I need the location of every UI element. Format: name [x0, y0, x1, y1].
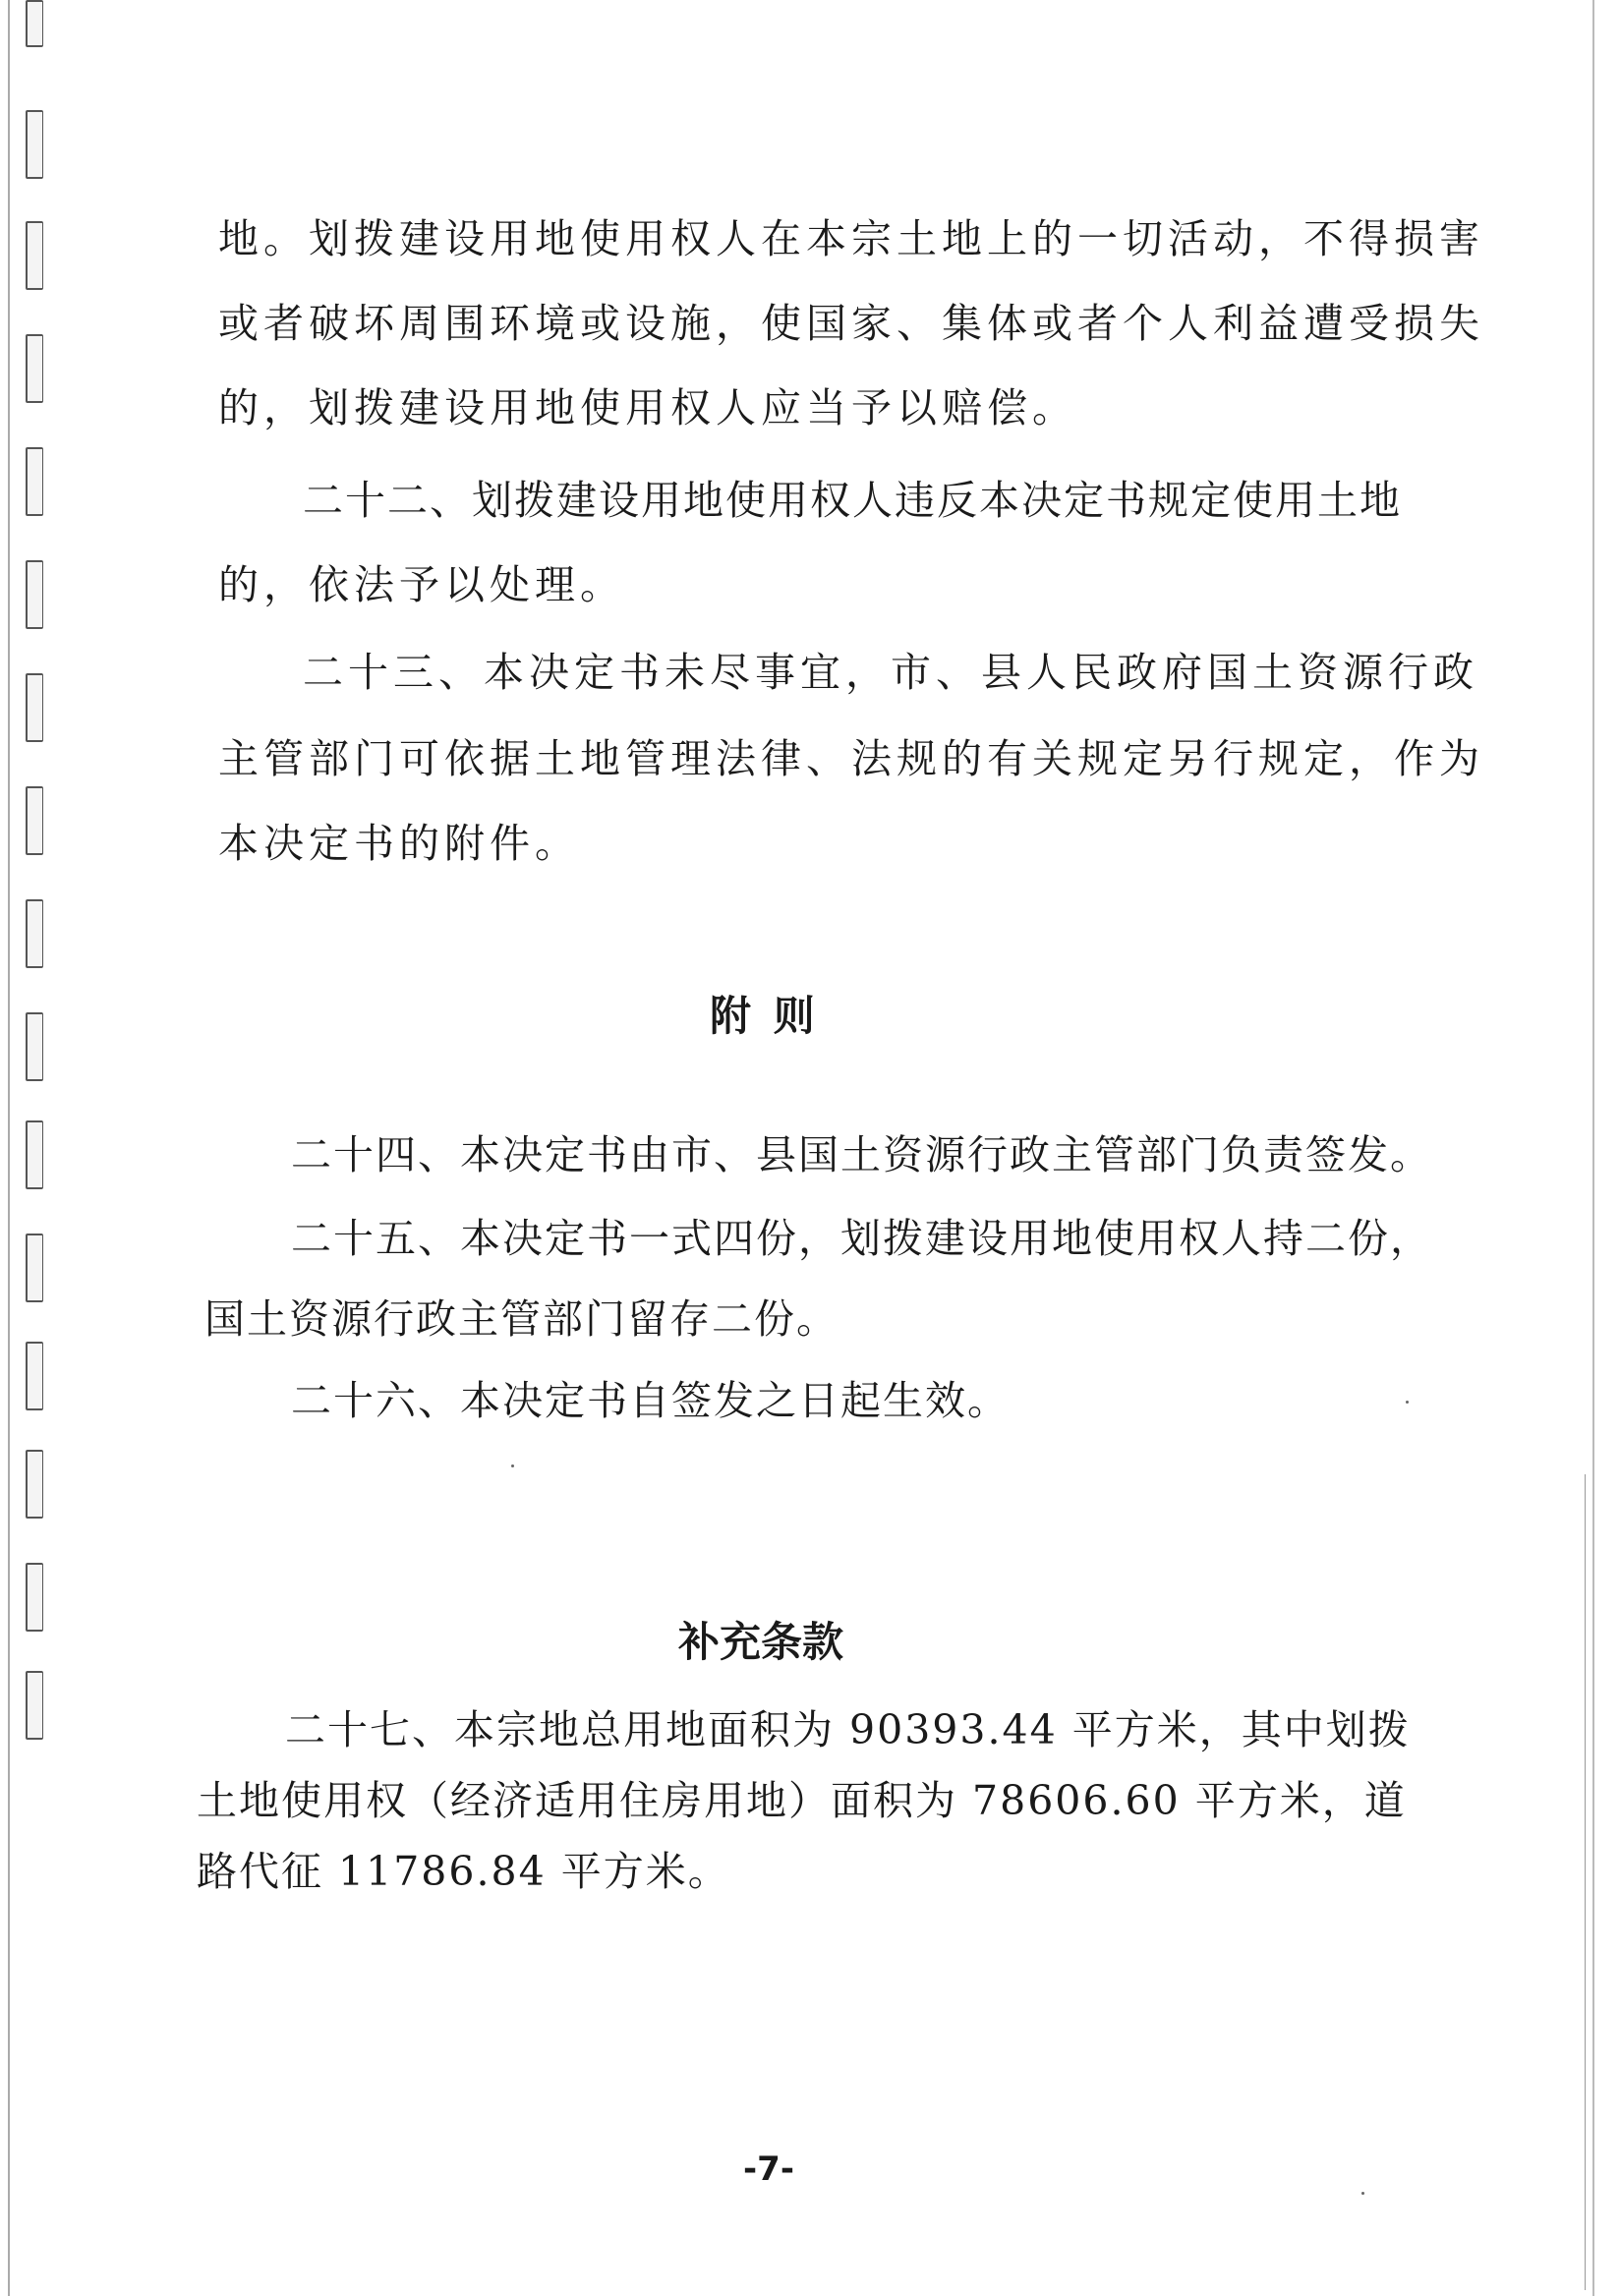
binding-hole [26, 1234, 43, 1302]
scan-speck [1406, 1401, 1409, 1404]
binding-hole [26, 1563, 43, 1632]
binding-hole [26, 786, 43, 855]
text-line: 土地使用权（经济适用住房用地）面积为 78606.60 平方米，道 [197, 1777, 1407, 1824]
binding-hole [26, 673, 43, 742]
text-line: 地。划拨建设用地使用权人在本宗土地上的一切活动，不得损害 [218, 215, 1484, 262]
binding-hole [26, 560, 43, 629]
binding-hole [26, 334, 43, 403]
text-line: 二十五、本决定书一式四份，划拨建设用地使用权人持二份， [291, 1215, 1432, 1262]
scan-speck [1361, 2192, 1364, 2195]
binding-hole [26, 1671, 43, 1740]
text-line: 的，划拨建设用地使用权人应当予以赔偿。 [218, 384, 1077, 431]
binding-hole [26, 899, 43, 968]
text-line: 国土资源行政主管部门留存二份。 [204, 1295, 839, 1343]
text-line: 路代征 11786.84 平方米。 [197, 1848, 730, 1895]
text-line: 主管部门可依据土地管理法律、法规的有关规定另行规定，作为 [218, 735, 1484, 782]
scan-speck [511, 1464, 514, 1467]
binding-hole [26, 0, 43, 47]
text-line: 或者破坏周围环境或设施，使国家、集体或者个人利益遭受损失 [218, 300, 1484, 347]
binding-hole [26, 1450, 43, 1519]
binding-hole [26, 1012, 43, 1081]
text-line: 二十七、本宗地总用地面积为 90393.44 平方米，其中划拨 [285, 1706, 1411, 1753]
right-edge-line-inner [1585, 1474, 1586, 2290]
binding-hole [26, 1342, 43, 1410]
text-line: 二十三、本决定书未尽事宜，市、县人民政府国土资源行政 [303, 649, 1478, 696]
text-line: 本决定书的附件。 [218, 820, 580, 867]
text-line: 二十六、本决定书自签发之日起生效。 [291, 1377, 1010, 1424]
left-edge-line [8, 0, 10, 2296]
text-line: 二十二、划拨建设用地使用权人违反本决定书规定使用土地 [303, 477, 1402, 524]
right-edge-line [1592, 0, 1594, 2296]
text-line: 二十四、本决定书由市、县国土资源行政主管部门负责签发。 [291, 1131, 1432, 1178]
section-title-additional-terms: 补充条款 [678, 1618, 844, 1666]
binding-hole [26, 1120, 43, 1189]
binding-hole [26, 447, 43, 516]
section-title-supplementary-rules: 附 则 [710, 992, 819, 1040]
text-line: 的，依法予以处理。 [218, 561, 625, 608]
page-number: -7- [743, 2150, 794, 2189]
binding-hole [26, 110, 43, 179]
binding-hole [26, 221, 43, 290]
